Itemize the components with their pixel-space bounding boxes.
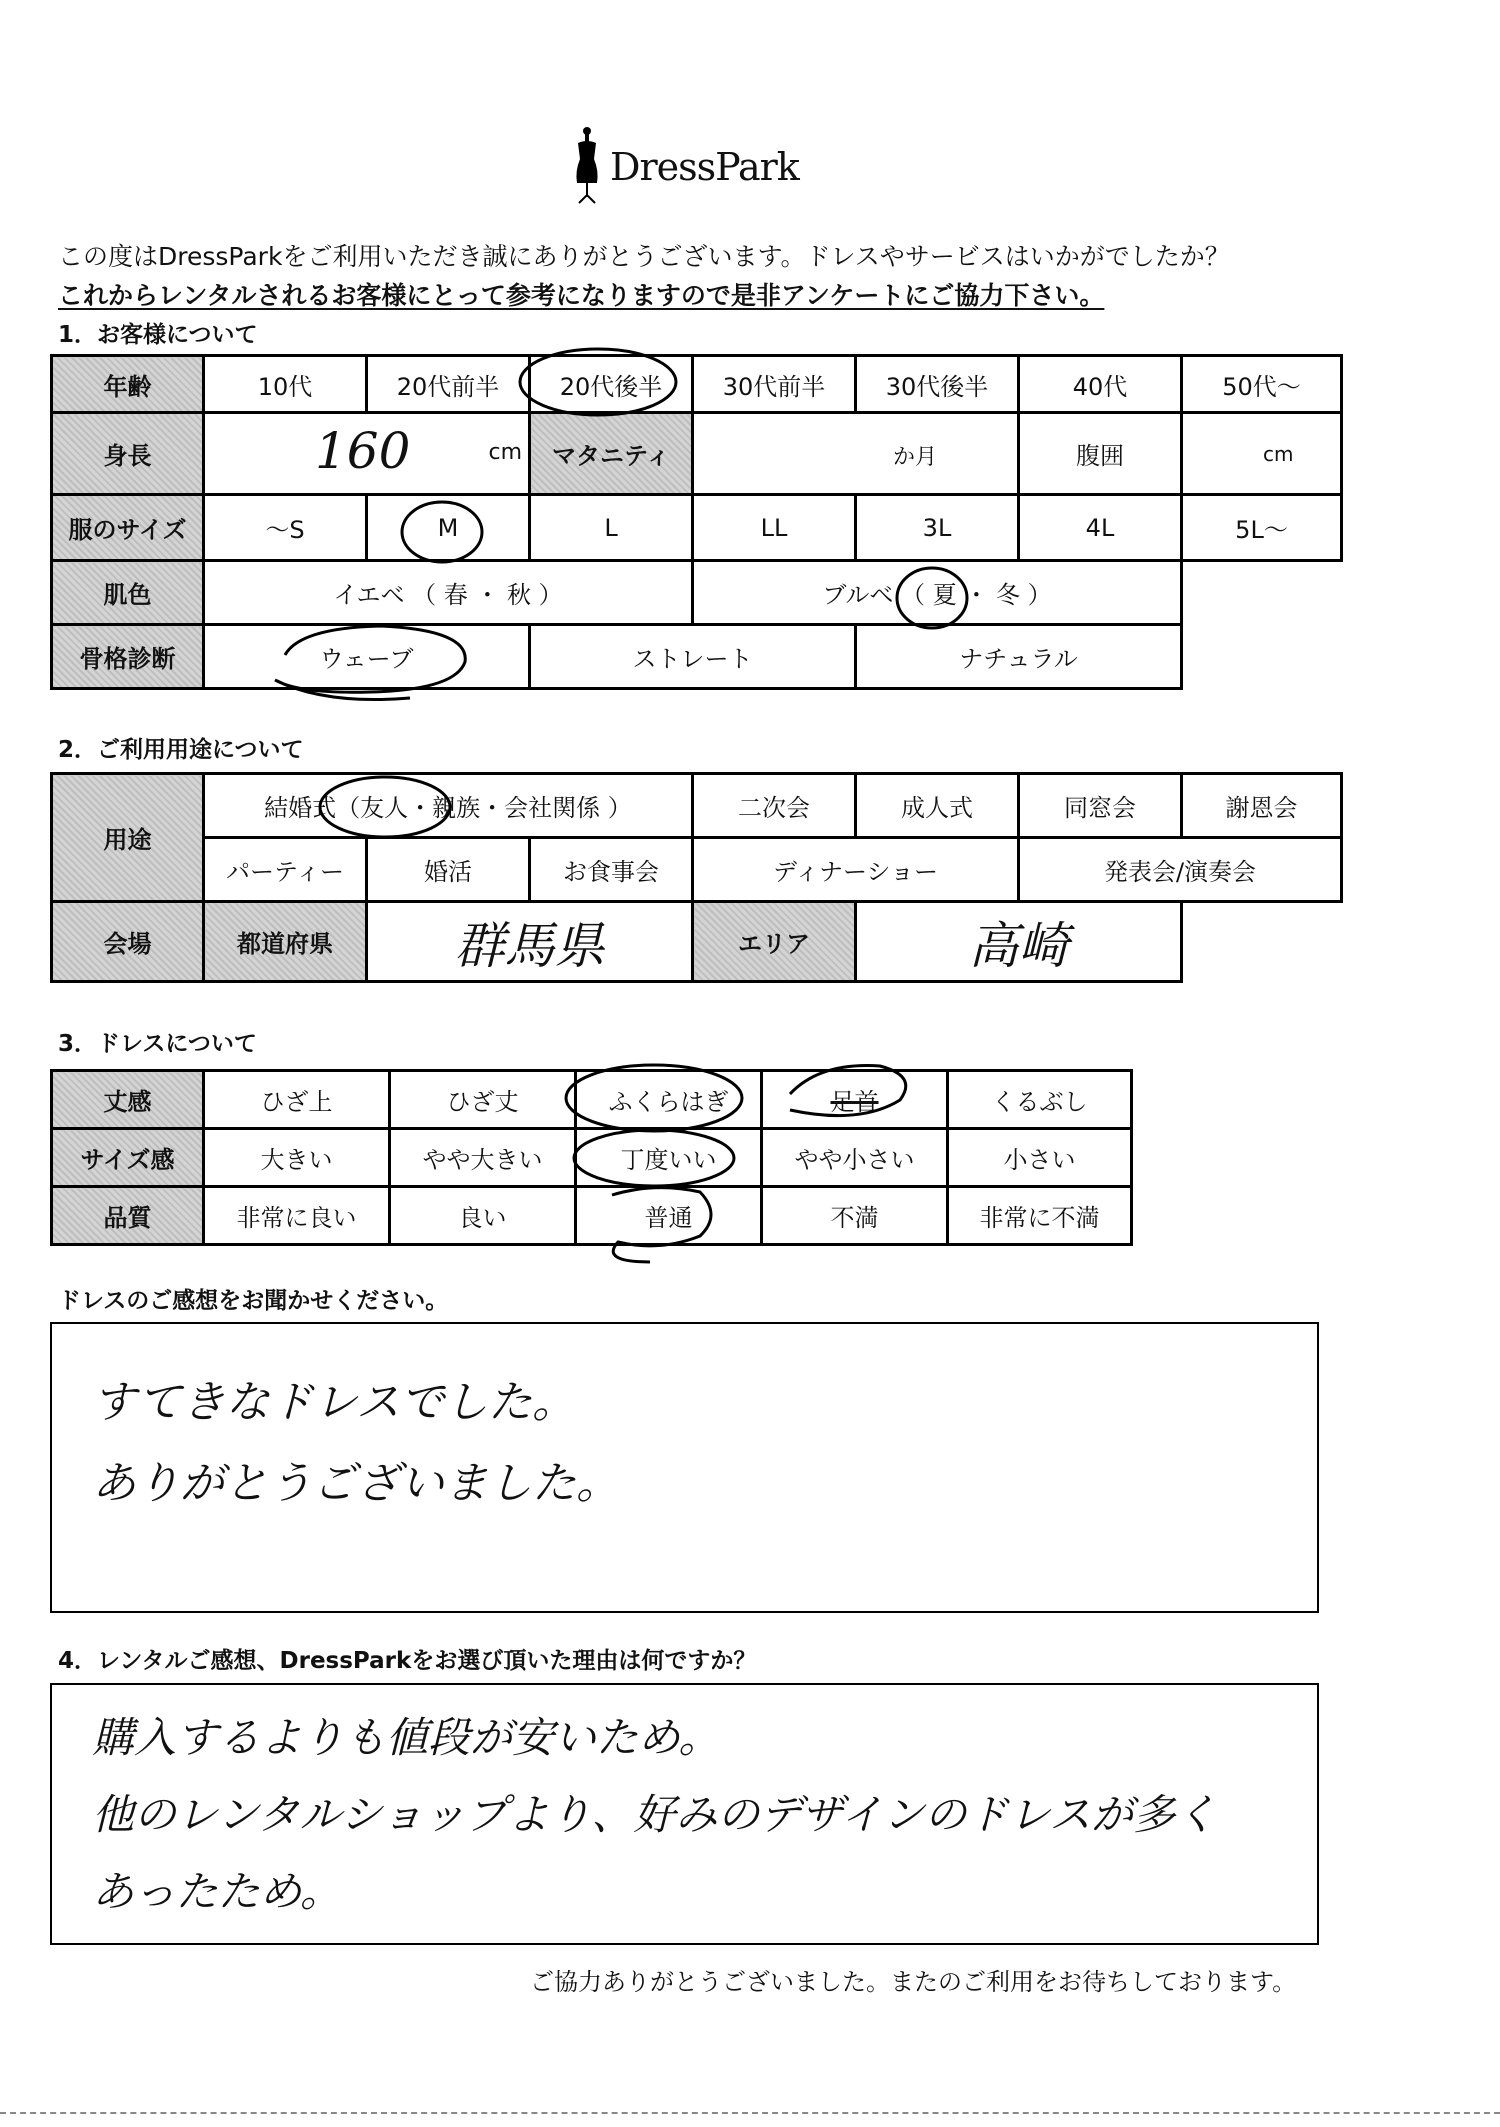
section-4-heading: 4．レンタルご感想、DressParkをお選び頂いた理由は何ですか？ — [58, 1648, 757, 1674]
age-option[interactable]: 30代前半 — [693, 356, 856, 413]
length-option[interactable]: くるぶし — [948, 1071, 1132, 1129]
reason-line: 他のレンタルショップより、好みのデザインのドレスが多く — [92, 1790, 1218, 1839]
skin-yellow-option[interactable]: イエベ （ 春 ・ 秋 ） — [204, 561, 693, 625]
frame-label: 骨格診断 — [52, 625, 204, 689]
purpose-option[interactable]: 二次会 — [693, 774, 856, 838]
wedding-prefix: 結婚式（ — [264, 794, 361, 822]
length-option[interactable]: ひざ丈 — [390, 1071, 576, 1129]
waist-label: 腹囲 — [1019, 413, 1182, 495]
wedding-friend-selected: 友人 — [360, 794, 409, 822]
size-option-selected[interactable]: M — [367, 495, 530, 561]
purpose-option[interactable]: ディナーショー — [693, 838, 1019, 902]
size-option[interactable]: 4L — [1019, 495, 1182, 561]
months-unit: か月 — [892, 445, 937, 470]
section-3-heading: 3．ドレスについて — [58, 1031, 257, 1057]
size-option[interactable]: 5L～ — [1182, 495, 1342, 561]
age-option[interactable]: 40代 — [1019, 356, 1182, 413]
frame-option[interactable]: ストレート — [530, 625, 856, 689]
purpose-option[interactable]: 謝恩会 — [1182, 774, 1342, 838]
purpose-option[interactable]: お食事会 — [530, 838, 693, 902]
fit-option[interactable]: 大きい — [204, 1129, 390, 1187]
wedding-suffix: ・親族・会社関係 ） — [408, 794, 632, 822]
length-label: 丈感 — [52, 1071, 204, 1129]
age-option[interactable]: 10代 — [204, 356, 367, 413]
section-1-heading: 1．お客様について — [58, 322, 258, 348]
frame-option[interactable]: ナチュラル — [856, 625, 1182, 689]
purpose-option[interactable]: 成人式 — [856, 774, 1019, 838]
age-option[interactable]: 20代前半 — [367, 356, 530, 413]
age-option[interactable]: 50代～ — [1182, 356, 1342, 413]
dress-table — [50, 1069, 1133, 1246]
quality-option-selected[interactable]: 普通 — [576, 1187, 762, 1245]
age-label: 年齢 — [52, 356, 204, 413]
size-option[interactable]: 3L — [856, 495, 1019, 561]
size-label: 服のサイズ — [52, 495, 204, 561]
reason-box[interactable] — [50, 1683, 1319, 1945]
reason-line: 購入するよりも値段が安いため。 — [92, 1713, 721, 1762]
impressions-label: ドレスのご感想をお聞かせください。 — [58, 1288, 449, 1314]
purpose-table — [50, 772, 1343, 983]
impressions-line: すてきなドレスでした。 — [92, 1377, 576, 1428]
fit-option[interactable]: やや小さい — [762, 1129, 948, 1187]
quality-option[interactable]: 良い — [390, 1187, 576, 1245]
skin-blue-prefix: ブルベ （ — [822, 581, 933, 609]
footer-thanks: ご協力ありがとうございました。またのご利用をお待ちしております。 — [530, 1968, 1297, 1996]
height-unit: cm — [488, 440, 522, 465]
impressions-box[interactable] — [50, 1322, 1319, 1613]
waist-field[interactable] — [1182, 413, 1342, 495]
height-label: 身長 — [52, 413, 204, 495]
purpose-option[interactable]: 婚活 — [367, 838, 530, 902]
length-option-struck[interactable]: 足首 — [762, 1071, 948, 1129]
wedding-option[interactable] — [204, 774, 693, 838]
impressions-line: ありがとうございました。 — [92, 1458, 620, 1509]
quality-option[interactable]: 非常に良い — [204, 1187, 390, 1245]
area-label: エリア — [693, 902, 856, 982]
intro-line-2: これからレンタルされるお客様にとって参考になりますので是非アンケートにご協力下さい。 — [58, 281, 1105, 310]
dresspark-logo — [570, 125, 830, 205]
skin-blue-option[interactable] — [693, 561, 1182, 625]
quality-option[interactable]: 不満 — [762, 1187, 948, 1245]
prefecture-label: 都道府県 — [204, 902, 367, 982]
waist-unit: cm — [1263, 442, 1294, 466]
size-option[interactable]: ～S — [204, 495, 367, 561]
customer-table — [50, 354, 1343, 690]
length-option-selected[interactable]: ふくらはぎ — [576, 1071, 762, 1129]
section-2-heading: 2．ご利用用途について — [58, 737, 304, 763]
dress-form-icon — [570, 125, 604, 205]
page-bottom-divider — [0, 2112, 1500, 2114]
age-option-selected[interactable]: 20代後半 — [530, 356, 693, 413]
age-option[interactable]: 30代後半 — [856, 356, 1019, 413]
height-field[interactable] — [204, 413, 530, 495]
prefecture-value[interactable]: 群馬県 — [367, 902, 693, 982]
purpose-label: 用途 — [52, 774, 204, 902]
skin-blue-summer-selected: 夏 — [932, 581, 957, 609]
quality-option[interactable]: 非常に不満 — [948, 1187, 1132, 1245]
fit-option[interactable]: 小さい — [948, 1129, 1132, 1187]
length-option[interactable]: ひざ上 — [204, 1071, 390, 1129]
purpose-option[interactable]: 同窓会 — [1019, 774, 1182, 838]
fit-label: サイズ感 — [52, 1129, 204, 1187]
size-option[interactable]: LL — [693, 495, 856, 561]
quality-label: 品質 — [52, 1187, 204, 1245]
skin-blue-suffix: ・ 冬 ） — [956, 581, 1052, 609]
frame-option-selected[interactable]: ウェーブ — [204, 625, 530, 689]
area-value[interactable]: 高崎 — [856, 902, 1182, 982]
venue-label: 会場 — [52, 902, 204, 982]
maternity-label: マタニティ — [530, 413, 693, 495]
skin-label: 肌色 — [52, 561, 204, 625]
intro-line-1: この度はDressParkをご利用いただき誠にありがとうございます。ドレスやサービスはいかがでしたか？ — [58, 242, 1230, 271]
fit-option[interactable]: やや大きい — [390, 1129, 576, 1187]
purpose-option[interactable]: パーティー — [204, 838, 367, 902]
fit-option-selected[interactable]: 丁度いい — [576, 1129, 762, 1187]
height-value: 160 — [315, 422, 411, 480]
logo-text: DressPark — [610, 145, 799, 189]
reason-line: あったため。 — [92, 1867, 342, 1916]
purpose-option[interactable]: 発表会/演奏会 — [1019, 838, 1342, 902]
maternity-field[interactable] — [693, 413, 1019, 495]
size-option[interactable]: L — [530, 495, 693, 561]
